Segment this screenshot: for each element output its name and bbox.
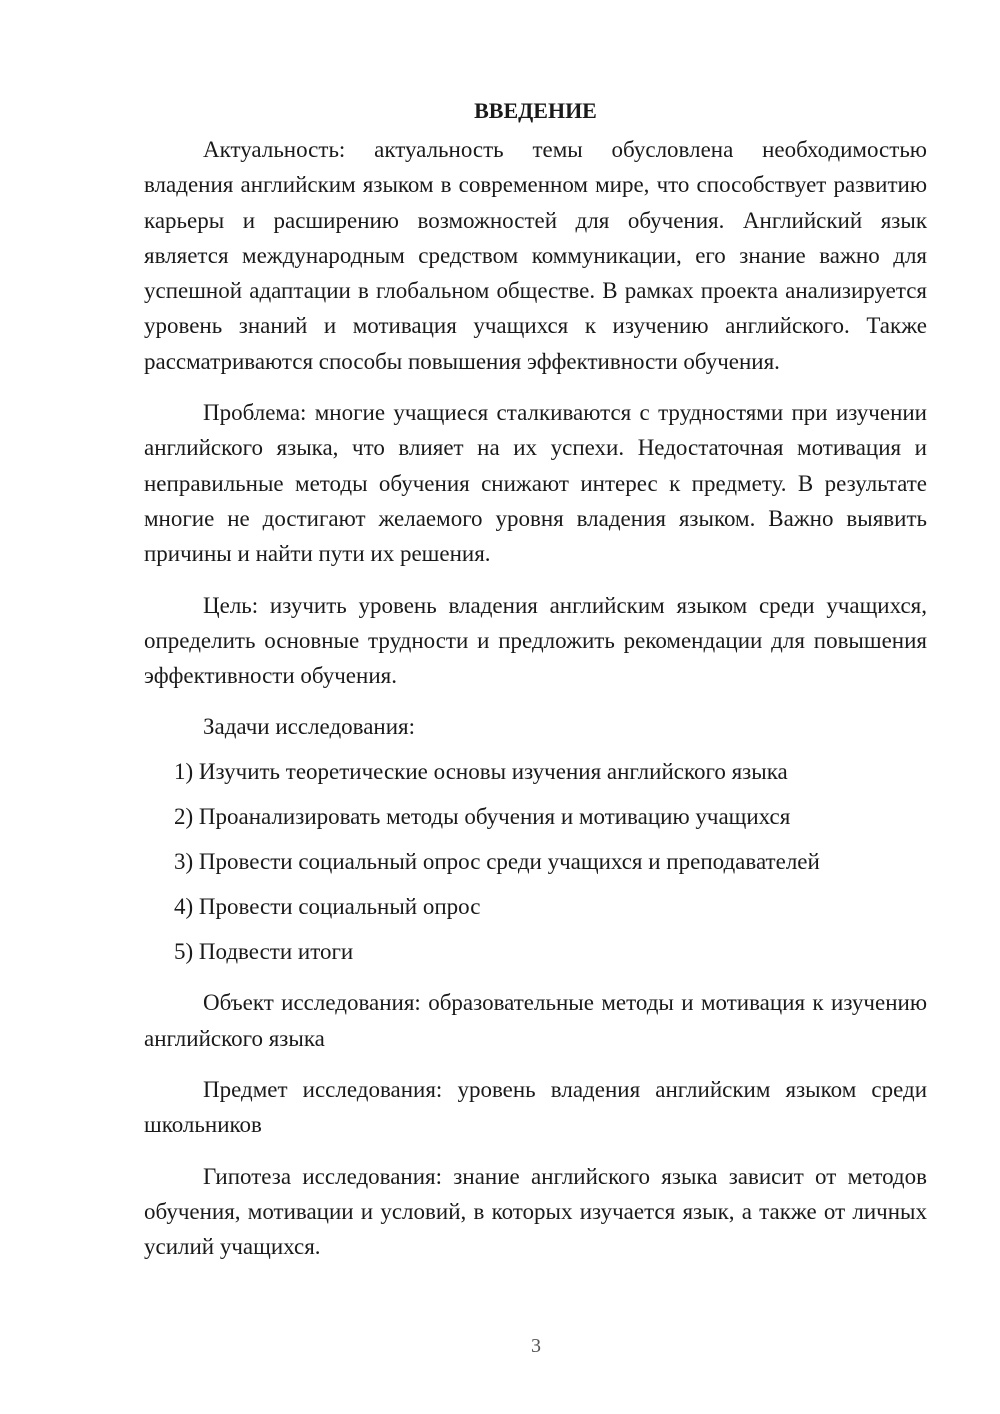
hypothesis-paragraph: Гипотеза исследования: знание английского языка зависит от методов обучения, мотивации и условий, в которых изучается язык, а также от личных усилий учащихся. [144, 1163, 927, 1260]
tasks-list [144, 754, 927, 969]
problem-paragraph: Проблема: многие учащиеся сталкиваются с трудностями при изучении английского языка, что влияет на их успехи. Недостаточная мотивация и неправильные методы обучения снижают интерес к предмету. В результате многие не достигают желаемого уровня владения языком. Важно выявить причины и найти пути их решения. [144, 400, 927, 567]
section-heading: ВВЕДЕНИЕ [474, 98, 597, 123]
object-paragraph: Объект исследования: образовательные методы и мотивация к изучению английского языка [144, 990, 927, 1051]
tasks-heading: Задачи исследования: [203, 714, 416, 740]
relevance-paragraph: Актуальность: актуальность темы обусловлена необходимостью владения английским языком в современном мире, что способствует развитию карьеры и расширению возможностей для обучения. Английский язык является международным средством коммуникации, его знание важно для успешной адаптации в глобальном обществе. В рамках проекта анализируется уровень знаний и мотивация учащихся к изучению английского. Также рассматриваются способы повышения эффективности обучения. [144, 137, 927, 374]
task-item: 1) Изучить теоретические основы изучения английского языка [174, 759, 788, 785]
task-item: 2) Проанализировать методы обучения и мотивацию учащихся [174, 804, 791, 830]
goal-paragraph: Цель: изучить уровень владения английским языком среди учащихся, определить основные трудности и предложить рекомендации для повышения эффективности обучения. [144, 592, 927, 689]
page-number: 3 [531, 1335, 541, 1357]
task-item: 3) Провести социальный опрос среди учащихся и преподавателей [174, 849, 820, 875]
task-item: 5) Подвести итоги [174, 939, 354, 965]
page-body [144, 96, 927, 1265]
subject-paragraph: Предмет исследования: уровень владения английским языком среди школьников [144, 1077, 927, 1138]
task-item: 4) Провести социальный опрос [174, 894, 481, 920]
